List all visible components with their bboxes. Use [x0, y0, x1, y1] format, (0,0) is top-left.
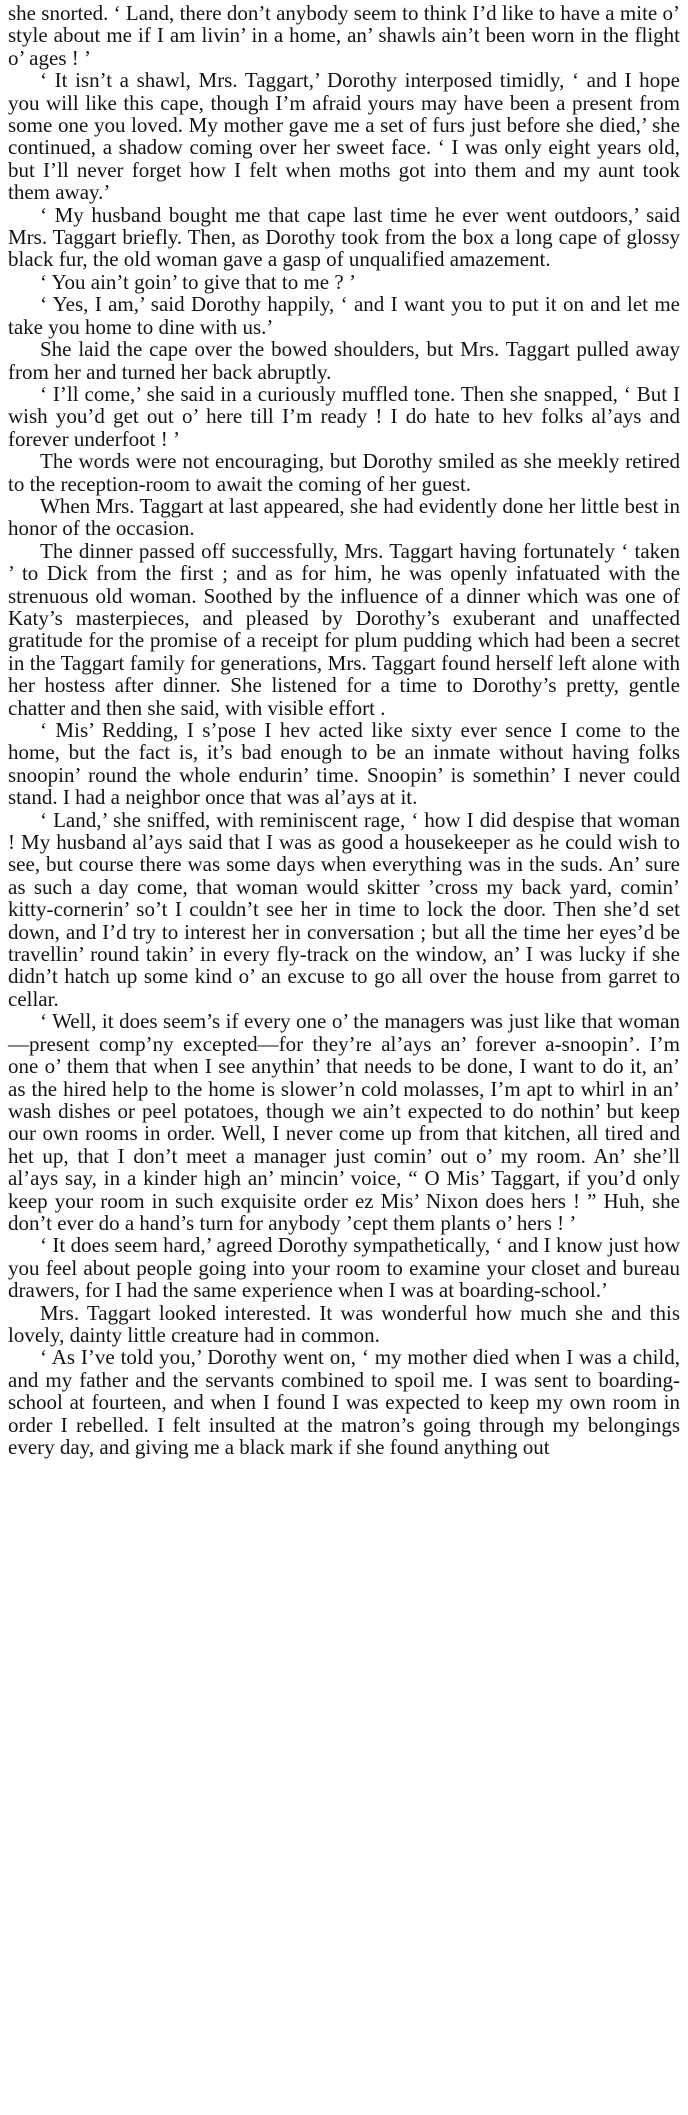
paragraph: ‘ Land,’ she sniffed, with reminiscent rage, ‘ how I did despise that woman ! My husband al’ays said that I was as good a housekeeper as he could wish to see, but course there was some days when everything was in the suds. An’ sure as such a day come, that woman would skitter ’cross my back yard, comin’ kitty-cornerin’ so’t I couldn’t see her in time to lock the door. Then she’d set down, and I’d try to interest her in conversation ; but all the time her eyes’d be travellin’ round takin’ in every fly-track on the window, an’ I was lucky if she didn’t hatch up some kind o’ an excuse to go all over the house from garret to cellar.: [8, 807, 680, 1011]
paragraph: ‘ It isn’t a shawl, Mrs. Taggart,’ Dorothy interposed timidly, ‘ and I hope you will like this cape, though I’m afraid yours may have been a present from some one you loved. My mother gave me a set of furs just before she died,’ she continued, a shadow coming over her sweet face. ‘ I was only eight years old, but I’ll never forget how I felt when moths got into them and my aunt took them away.’: [8, 68, 680, 205]
paragraph: The dinner passed off successfully, Mrs. Taggart having fortunately ‘ taken ’ to Dick from the first ; and as for him, he was openly infatuated with the strenuous old woman. Soothed by the influence of a dinner which was one of Katy’s masterpieces, and pleased by Dorothy’s exuberant and unaffected gratitude for the promise of a receipt for plum pudding which had been a secret in the Taggart family for generations, Mrs. Taggart found herself left alone with her hostess after dinner. She listened for a time to Dorothy’s pretty, gentle chatter and then she said, with visible effort .: [8, 538, 680, 720]
paragraph: Mrs. Taggart looked interested. It was wonderful how much she and this lovely, dainty little creature had in common.: [8, 1300, 680, 1347]
paragraph: ‘ As I’ve told you,’ Dorothy went on, ‘ my mother died when I was a child, and my father and the servants combined to spoil me. I was sent to boarding-school at fourteen, and when I found I was expected to keep my own room in order I rebelled. I felt insulted at the matron’s going through my belongings every day, and giving me a black mark if she found anything out: [8, 1345, 680, 1459]
paragraph: ‘ Yes, I am,’ said Dorothy happily, ‘ and I want you to put it on and let me take you home to dine with us.’: [8, 292, 680, 339]
paragraph: She laid the cape over the bowed shoulders, but Mrs. Taggart pulled away from her and turned her back abruptly.: [8, 337, 680, 384]
paragraph: The words were not encouraging, but Dorothy smiled as she meekly retired to the reception-room to await the coming of her guest.: [8, 449, 680, 496]
paragraph: ‘ Well, it does seem’s if every one o’ the managers was just like that woman—present comp’ny excepted—for they’re al’ays an’ forever a-snoopin’. I’m one o’ them that when I see anythin’ that needs to be done, I want to do it, an’ as the hired help to the home is slower’n cold molasses, I’m apt to whirl in an’ wash dishes or peel potatoes, though we ain’t expected to do nothin’ but keep our own rooms in order. Well, I never come up from that kitchen, all tired and het up, that I don’t meet a manager just comin’ out o’ my room. An’ she’ll al’ays say, in a kinder high an’ mincin’ voice, “ O Mis’ Taggart, if you’d only keep your room in such exquisite order ez Mis’ Nixon does hers ! ” Huh, she don’t ever do a hand’s turn for anybody ’cept them plants o’ hers ! ’: [8, 1009, 680, 1235]
paragraph: ‘ My husband bought me that cape last time he ever went outdoors,’ said Mrs. Taggart briefly. Then, as Dorothy took from the box a long cape of glossy black fur, the old woman gave a gasp of unqualified amazement.: [8, 202, 680, 272]
paragraph: ‘ Mis’ Redding, I s’pose I hev acted like sixty ever sence I come to the home, but the fact is, it’s bad enough to be an inmate without having folks snoopin’ round the whole endurin’ time. Snoopin’ is somethin’ I never could stand. I had a neighbor once that was al’ays at it.: [8, 718, 680, 810]
paragraph: When Mrs. Taggart at last appeared, she had evidently done her little best in honor of the occasion.: [8, 493, 680, 541]
paragraph: ‘ It does seem hard,’ agreed Dorothy sympathetically, ‘ and I know just how you feel about people going into your room to examine your closet and bureau drawers, for I had the same experience when I was at boarding-school.’: [8, 1233, 680, 1303]
paragraph: ‘ I’ll come,’ she said in a curiously muffled tone. Then she snapped, ‘ But I wish you’d get out o’ here till I’m ready ! I do hate to hev folks al’ays and forever underfoot ! ’: [8, 381, 680, 451]
paragraph: she snorted. ‘ Land, there don’t anybody seem to think I’d like to have a mite o’ style about me if I am livin’ in a home, an’ shawls ain’t been worn in the flight o’ ages ! ’: [8, 1, 680, 70]
paragraph: ‘ You ain’t goin’ to give that to me ? ’: [40, 269, 356, 294]
